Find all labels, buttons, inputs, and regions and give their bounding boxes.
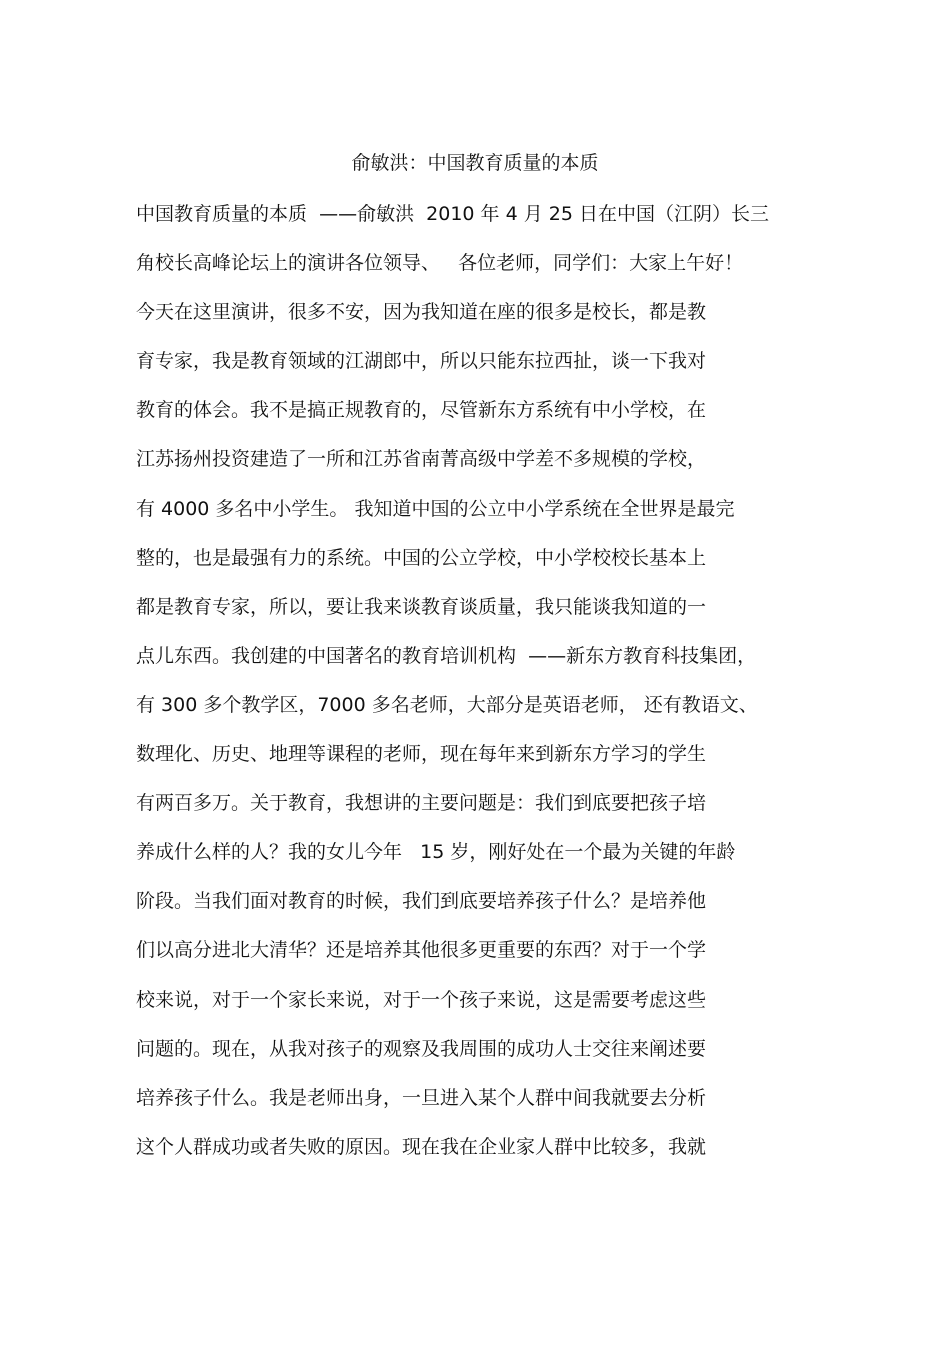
body-line: 江苏扬州投资建造了一所和江苏省南菁高级中学差不多规模的学校， xyxy=(136,448,707,471)
document-title: 俞敏洪：中国教育质量的本质 xyxy=(351,152,599,174)
body-line: 养成什么样的人？我的女儿今年 15 岁，刚好处在一个最为关键的年龄 xyxy=(136,841,736,864)
body-line: 阶段。当我们面对教育的时候，我们到底要培养孩子什么？是培养他 xyxy=(136,890,707,913)
body-line: 都是教育专家，所以，要让我来谈教育谈质量，我只能谈我知道的一 xyxy=(136,595,707,618)
body-line: 今天在这里演讲，很多不安，因为我知道在座的很多是校长，都是教 xyxy=(136,301,707,324)
body-line: 有 4000 多名中小学生。 我知道中国的公立中小学系统在全世界是最完 xyxy=(136,497,735,520)
body-line: 这个人群成功或者失败的原因。现在我在企业家人群中比较多，我就 xyxy=(136,1135,707,1158)
body-line: 有 300 多个教学区，7000 多名老师，大部分是英语老师， 还有教语文、 xyxy=(136,693,758,716)
body-line: 点儿东西。我创建的中国著名的教育培训机构 ——新东方教育科技集团， xyxy=(136,644,757,667)
body-line: 校来说，对于一个家长来说，对于一个孩子来说，这是需要考虑这些 xyxy=(136,988,707,1011)
body-line: 数理化、历史、地理等课程的老师，现在每年来到新东方学习的学生 xyxy=(136,743,707,766)
body-line: 整的，也是最强有力的系统。中国的公立学校，中小学校校长基本上 xyxy=(136,546,707,569)
document-body xyxy=(136,199,836,1181)
body-line: 育专家，我是教育领域的江湖郎中，所以只能东拉西扯，谈一下我对 xyxy=(136,350,707,373)
body-line: 教育的体会。我不是搞正规教育的，尽管新东方系统有中小学校，在 xyxy=(136,399,707,422)
body-line: 中国教育质量的本质 ——俞敏洪 2010 年 4 月 25 日在中国（江阴）长三 xyxy=(136,203,769,225)
body-line: 角校长高峰论坛上的演讲各位领导、 各位老师，同学们：大家上午好！ xyxy=(136,252,744,275)
body-line: 有两百多万。关于教育，我想讲的主要问题是：我们到底要把孩子培 xyxy=(136,792,707,815)
body-line: 问题的。现在，从我对孩子的观察及我周围的成功人士交往来阐述要 xyxy=(136,1037,707,1060)
body-line: 培养孩子什么。我是老师出身，一旦进入某个人群中间我就要去分析 xyxy=(136,1086,707,1109)
body-line: 们以高分进北大清华？还是培养其他很多更重要的东西？对于一个学 xyxy=(136,939,707,962)
